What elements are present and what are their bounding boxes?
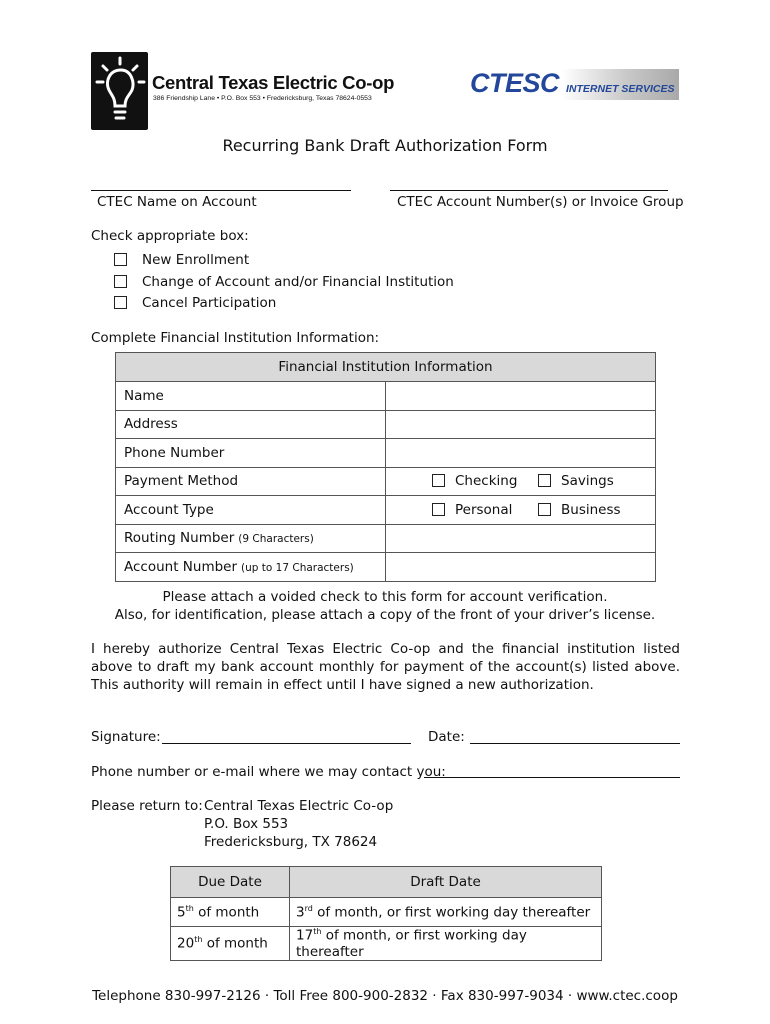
table-row <box>171 898 602 927</box>
change-account-label: Change of Account and/or Financial Institution <box>142 274 454 290</box>
draft-suffix: rd <box>304 903 313 913</box>
return-line-2: P.O. Box 553 <box>204 816 289 832</box>
due-date-cell <box>171 898 290 927</box>
business-checkbox[interactable] <box>538 503 551 516</box>
savings-label: Savings <box>561 473 614 490</box>
institution-table-header: Financial Institution Information <box>116 353 656 382</box>
routing-number-label: Routing Number <box>124 530 235 547</box>
contact-label: Phone number or e-mail where we may contact you: <box>91 764 446 780</box>
due-date-header: Due Date <box>171 867 290 898</box>
return-line-3: Fredericksburg, TX 78624 <box>204 834 378 850</box>
due-day: 20 <box>177 935 195 952</box>
draft-schedule-table <box>170 866 602 961</box>
name-on-account-label: CTEC Name on Account <box>97 194 257 210</box>
checking-label: Checking <box>455 473 518 490</box>
contact-line[interactable] <box>424 777 680 778</box>
account-number-cell <box>116 553 386 582</box>
draft-date-cell <box>290 898 602 927</box>
cancel-participation-checkbox[interactable] <box>114 296 127 309</box>
bank-account-number-field[interactable] <box>386 553 656 582</box>
routing-number-field[interactable] <box>386 524 656 553</box>
table-row <box>116 467 656 496</box>
payment-method-options <box>386 467 656 496</box>
authorization-text: I hereby authorize Central Texas Electric Co-op and the financial institution listed above to draft my bank account monthly for payment of the account(s) listed above. This authority will remain in effect until I have signed a new authorization. <box>91 641 680 693</box>
date-line[interactable] <box>470 743 680 744</box>
draft-rest: of month, or first working day thereafter <box>296 927 527 960</box>
due-rest: of month <box>202 935 268 952</box>
phone-label: Phone Number <box>116 439 386 468</box>
address-label: Address <box>116 410 386 439</box>
cancel-participation-label: Cancel Participation <box>142 295 277 311</box>
name-label: Name <box>116 382 386 411</box>
routing-number-note: (9 Characters) <box>238 533 314 546</box>
institution-prompt: Complete Financial Institution Information: <box>91 330 380 346</box>
address-field[interactable] <box>386 410 656 439</box>
check-box-prompt: Check appropriate box: <box>91 228 249 244</box>
table-row <box>116 553 656 582</box>
checking-checkbox[interactable] <box>432 474 445 487</box>
table-row <box>116 382 656 411</box>
due-date-cell <box>171 927 290 961</box>
savings-checkbox[interactable] <box>538 474 551 487</box>
table-row <box>116 524 656 553</box>
draft-date-header: Draft Date <box>290 867 602 898</box>
draft-suffix: th <box>313 927 322 936</box>
draft-date-cell <box>290 927 602 961</box>
date-label: Date: <box>428 729 465 745</box>
draft-day: 3 <box>296 904 305 921</box>
return-label: Please return to: <box>91 798 203 814</box>
routing-number-cell <box>116 524 386 553</box>
name-on-account-line[interactable] <box>91 190 351 191</box>
change-account-checkbox[interactable] <box>114 275 127 288</box>
ctesc-logo-text: CTESC <box>470 68 560 98</box>
due-day: 5 <box>177 904 186 921</box>
draft-rest: of month, or first working day thereafter <box>312 904 591 921</box>
personal-checkbox[interactable] <box>432 503 445 516</box>
institution-table <box>115 352 656 582</box>
account-type-options <box>386 496 656 525</box>
account-number-label: CTEC Account Number(s) or Invoice Group <box>397 194 684 210</box>
due-suffix: th <box>194 935 203 944</box>
license-note: Also, for identification, please attach a copy of the front of your driver’s license. <box>114 607 656 623</box>
personal-label: Personal <box>455 501 513 518</box>
table-row <box>116 439 656 468</box>
new-enrollment-label: New Enrollment <box>142 252 250 268</box>
signature-line[interactable] <box>162 743 411 744</box>
payment-method-label: Payment Method <box>116 467 386 496</box>
org-address: 386 Friendship Lane • P.O. Box 553 • Fredericksburg, Texas 78624-0553 <box>153 95 372 102</box>
name-field[interactable] <box>386 382 656 411</box>
signature-label: Signature: <box>91 729 161 745</box>
return-line-1: Central Texas Electric Co-op <box>204 798 394 814</box>
account-number-row-label: Account Number <box>124 558 238 575</box>
org-name: Central Texas Electric Co-op <box>152 72 395 93</box>
account-number-note: (up to 17 Characters) <box>241 561 354 574</box>
business-label: Business <box>561 501 621 518</box>
table-row <box>171 927 602 961</box>
form-title: Recurring Bank Draft Authorization Form <box>222 136 548 155</box>
phone-field[interactable] <box>386 439 656 468</box>
footer-contact: Telephone 830-997-2126 · Toll Free 800-900-2832 · Fax 830-997-9034 · www.ctec.coop <box>92 988 678 1004</box>
lightbulb-icon <box>91 52 148 130</box>
voided-check-note: Please attach a voided check to this form for account verification. <box>162 589 608 605</box>
ctesc-logo-subtext: INTERNET SERVICES <box>566 83 675 95</box>
account-type-label: Account Type <box>116 496 386 525</box>
due-suffix: th <box>185 903 194 913</box>
draft-day: 17 <box>296 927 314 944</box>
due-rest: of month <box>193 904 260 921</box>
table-row <box>116 410 656 439</box>
account-number-line[interactable] <box>390 190 668 191</box>
new-enrollment-checkbox[interactable] <box>114 253 127 266</box>
table-row <box>116 496 656 525</box>
